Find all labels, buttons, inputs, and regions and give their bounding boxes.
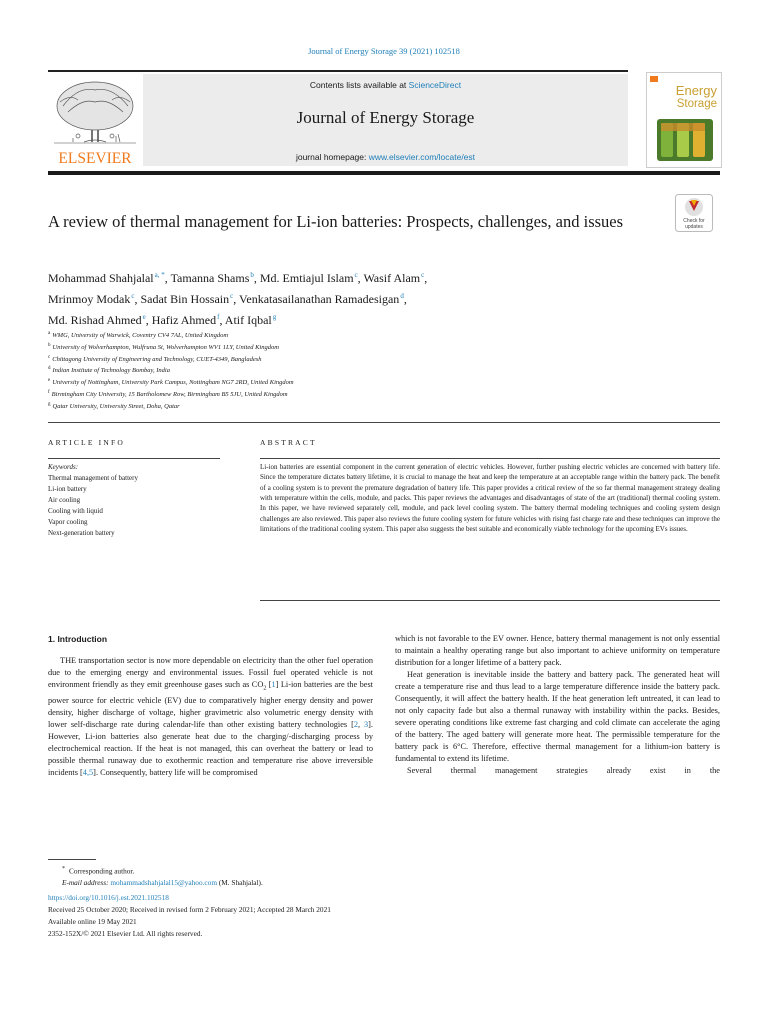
author-separator: ,	[134, 292, 141, 306]
homepage-prefix: journal homepage:	[295, 152, 369, 162]
intro-paragraph-3: Several thermal management strategies already exist in the	[407, 766, 720, 775]
author-name[interactable]: Hafiz Ahmed	[151, 313, 217, 327]
author-affiliation-marker[interactable]: c	[131, 292, 135, 300]
elsevier-tree-icon	[48, 76, 142, 168]
affiliation-list	[48, 329, 720, 411]
author-name[interactable]: Mohammad Shahjalal	[48, 271, 154, 285]
affiliation-marker: d	[48, 366, 51, 372]
author-separator: ,	[253, 271, 260, 285]
affiliation-text: Chittagong University of Engineering and Technology, CUET-4349, Bangladesh	[52, 355, 262, 363]
affiliation-item	[48, 364, 720, 376]
affiliation-text: Indian Institute of Technology Bombay, India	[52, 367, 170, 375]
author-name[interactable]: Atif Iqbal	[224, 313, 272, 327]
footnotes	[48, 863, 720, 940]
author-list	[48, 266, 720, 329]
contents-prefix: Contents lists available at	[309, 80, 409, 90]
affiliation-text: Birmingham City University, 15 Bartholomew Row, Birmingham B5 5JU, United Kingdom	[51, 390, 288, 398]
author-affiliation-marker[interactable]: a, *	[154, 271, 165, 279]
article-info-rule	[48, 458, 220, 459]
author-separator: ,	[357, 271, 364, 285]
email-note	[48, 877, 720, 889]
body-column-left	[48, 633, 373, 779]
affiliation-text: Qatar University, University Street, Doha, Qatar	[52, 402, 180, 410]
author-affiliation-marker[interactable]: c	[230, 292, 234, 300]
affiliation-item	[48, 341, 720, 353]
author-name[interactable]: Tamanna Shams	[170, 271, 250, 285]
abstract-heading: ABSTRACT	[260, 438, 317, 447]
homepage-link[interactable]: www.elsevier.com/locate/est	[368, 152, 476, 162]
elsevier-logo[interactable]	[48, 76, 142, 168]
affiliation-text: University of Wolverhampton, Wulfruna St, Wolverhampton WV1 1LY, United Kingdom	[52, 343, 279, 351]
check-for-updates-button[interactable]	[675, 194, 713, 232]
contents-line	[143, 80, 628, 90]
keywords-block	[48, 462, 238, 539]
journal-cover-art	[647, 73, 721, 167]
author-separator: ,	[424, 271, 428, 285]
citation-link[interactable]: 3	[364, 719, 369, 729]
affiliation-item	[48, 388, 720, 400]
check-for-updates-icon	[675, 194, 713, 232]
journal-masthead	[143, 74, 628, 166]
cover-title-line2: Storage	[676, 98, 717, 110]
author-affiliation-marker[interactable]: b	[250, 271, 254, 279]
intro-p1-part-b: Li-ion batteries are the best power source for electric vehicle (EV) due to comparatively higher energy density and power density, higher discharge of voltage, higher gravimetric also volumetric energy density with lower self-discharge rate during calendar-life than other existing battery technologies	[48, 680, 373, 729]
available-online-date: Available online 19 May 2021	[48, 917, 137, 927]
article-info-top-rule	[48, 422, 720, 423]
affiliation-marker: a	[48, 331, 51, 336]
asterisk-mark: *	[62, 866, 65, 872]
keywords-label: Keywords:	[48, 463, 79, 471]
corresponding-author-note	[48, 863, 720, 877]
author-name[interactable]: Venkatasailanathan Ramadesigan	[239, 292, 400, 306]
check-updates-line1: Check for	[683, 218, 705, 224]
author-separator: ,	[403, 292, 407, 306]
author-separator: ,	[233, 292, 240, 306]
article-info-heading: ARTICLE INFO	[48, 438, 125, 447]
elsevier-logo-text: ELSEVIER	[58, 150, 132, 167]
author-affiliation-marker[interactable]: e	[142, 313, 146, 321]
article-title: A review of thermal management for Li-ion batteries: Prospects, challenges, and issues	[48, 212, 624, 231]
affiliation-text: University of Nottingham, University Park Campus, Nottingham NG7 2RD, United Kingdom	[52, 379, 294, 387]
email-label: E-mail address:	[62, 878, 111, 888]
corresponding-author-text: Corresponding author.	[69, 866, 135, 876]
author-name[interactable]: Mrinmoy Modak	[48, 292, 131, 306]
author-affiliation-marker[interactable]: g	[272, 313, 277, 321]
affiliation-marker: g	[48, 401, 51, 407]
affiliation-marker: e	[48, 378, 51, 383]
affiliation-marker: c	[48, 354, 51, 360]
affiliation-item	[48, 329, 720, 341]
keyword-item: Li-ion battery	[48, 485, 87, 493]
intro-paragraph-1: THE transportation sector is now more dependable on electricity than the other fuel operation due to the emerging energy and environmental issues. Fossil fuel operated vehicle is not environment friendly as they emit greenhouse gases such as $CO_2$ [1] Li-ion batteries are the best power source for electric vehicle (EV) due to comparatively higher energy density and power density, higher discharge of voltage, higher gravimetric also volumetric energy density with lower self-discharge rate during calendar-life than other existing battery technologies [2, 3]. However, Li-ion batteries also generate heat due to the charging/-discharging process by electrochemical reaction. If the heat is not managed, this can overheat the battery or lead to possible thermal runaway due to exothermic reaction and temperature rise above irreversible incidents [4,5]. Consequently, battery life will be compromised	[48, 656, 373, 777]
author-separator: ,	[219, 313, 225, 327]
running-header[interactable]: Journal of Energy Storage 39 (2021) 102518	[308, 46, 460, 56]
footnote-rule	[48, 859, 96, 860]
email-suffix: (M. Shahjalal).	[217, 878, 263, 888]
cover-title-line1: Energy	[675, 83, 717, 98]
citation-link[interactable]: 4,5	[82, 767, 94, 777]
abstract-bottom-rule	[260, 600, 720, 601]
author-name[interactable]: Sadat Bin Hossain	[140, 292, 230, 306]
co2-subscript: 2	[263, 685, 267, 692]
author-name[interactable]: Wasif Alam	[363, 271, 421, 285]
citation-link[interactable]: 2	[353, 719, 358, 729]
citation-link[interactable]: 1	[271, 680, 276, 689]
journal-name: Journal of Energy Storage	[296, 108, 475, 127]
author-separator: ,	[164, 271, 171, 285]
intro-p1-part-d: . Consequently, battery life will be compromised	[95, 767, 258, 777]
author-separator: ,	[145, 313, 152, 327]
intro-paragraph-continued: which is not favorable to the EV owner. Hence, battery thermal management is not only essential to maintain a healthy operating range but also important to achieve uniformity on temperature distribution for a longer lifetime of a battery pack.	[395, 634, 720, 667]
body-column-right	[395, 633, 720, 777]
keyword-item: Next-generation battery	[48, 529, 115, 537]
masthead-bottom-rule	[48, 171, 720, 175]
keyword-item: Air cooling	[48, 496, 81, 504]
affiliation-item	[48, 400, 720, 412]
intro-p1-part-c: . However, Li-ion batteries also generate heat due to the charging/-discharging process by electrochemical reaction. If the heat is not managed, this can overheat the battery or lead to possible thermal runaway due to exothermic reaction and temperature rise above irreversible incidents	[48, 719, 373, 777]
sciencedirect-link[interactable]: ScienceDirect	[408, 80, 462, 90]
author-affiliation-marker[interactable]: f	[217, 313, 220, 321]
journal-cover[interactable]	[646, 72, 722, 168]
doi-link[interactable]: https://doi.org/10.1016/j.est.2021.102518	[48, 893, 169, 903]
author-affiliation-marker[interactable]: d	[400, 292, 404, 300]
abstract-rule	[260, 458, 720, 459]
received-dates: Received 25 October 2020; Received in revised form 2 February 2021; Accepted 28 March 2021	[48, 905, 331, 915]
email-link[interactable]: mohammadshahjalal15@yahoo.com	[110, 878, 217, 888]
author-name[interactable]: Md. Emtiajul Islam	[259, 271, 354, 285]
homepage-line	[143, 152, 628, 162]
check-updates-line2: updates	[685, 224, 703, 230]
affiliation-marker: f	[48, 389, 50, 395]
keyword-item: Thermal management of battery	[48, 474, 138, 482]
masthead-top-rule	[48, 70, 628, 72]
author-affiliation-marker[interactable]: c	[354, 271, 358, 279]
affiliation-item	[48, 353, 720, 365]
abstract-text: Li-ion batteries are essential component in the current generation of electric vehicles. However, further pushing electric vehicles are concerned with battery life. Since the temperature dictates battery lifetime, it is crucial to manage the heat and keep the temperature at an acceptable range within the battery pack. The benefit of a cooling system is to prevent the premature degradation of battery life. This paper provides a critical review of the so far thermal management strategy dealing with temperature within the cells, module, and packs. This paper reviews the advantages and disadvantages of state of the art (traditional) thermal cooling system. In this paper, we have reviewed separately cell, module, and pack level cooling system. The battery thermal modeling techniques and cooling system design challenges are also reviewed. This paper also reviews the future cooling system for future vehicles with rising fast charge rate and these techniques can improve the limitations of the traditional cooling system. This paper also suggests the best suitable and economically viable technology for the upcoming EVs issues.	[260, 463, 720, 534]
affiliation-marker: b	[48, 342, 51, 348]
section-heading-introduction: 1. Introduction	[48, 634, 108, 644]
intro-paragraph-2: Heat generation is inevitable inside the battery and battery pack. The generated heat will create a temperature rise and thus lead to a large temperature difference inside the battery pack. Consequently, it will affect the battery health. If the heat generation left untreated, it can lead to not only capacity fade but also a thermal runaway with instability within the packs. Besides, severe operating conditions like extreme fast charging and cold climate can accelerate the aging of the battery. The aged battery will generate more heat. The permissible temperature for the battery pack is 6°C. Therefore, effective thermal management for a lithium-ion battery is fundamental to extend its lifetime.	[395, 670, 720, 763]
copyright-line: 2352-152X/© 2021 Elsevier Ltd. All rights reserved.	[48, 929, 203, 939]
author-name[interactable]: Md. Rishad Ahmed	[48, 313, 142, 327]
intro-p1-part-a: THE transportation sector is now more dependable on electricity than the other fuel operation due to the emerging energy and environmental issues. Fossil fuel operated vehicle is not environment friendly as they emit greenhouse gases such as CO	[48, 656, 373, 689]
affiliation-item	[48, 376, 720, 388]
keyword-list	[48, 473, 238, 539]
keyword-item: Cooling with liquid	[48, 507, 103, 515]
author-affiliation-marker[interactable]: c	[421, 271, 425, 279]
keyword-item: Vapor cooling	[48, 518, 88, 526]
affiliation-text: WMG, University of Warwick, Coventry CV4 7AL, United Kingdom	[52, 332, 229, 340]
